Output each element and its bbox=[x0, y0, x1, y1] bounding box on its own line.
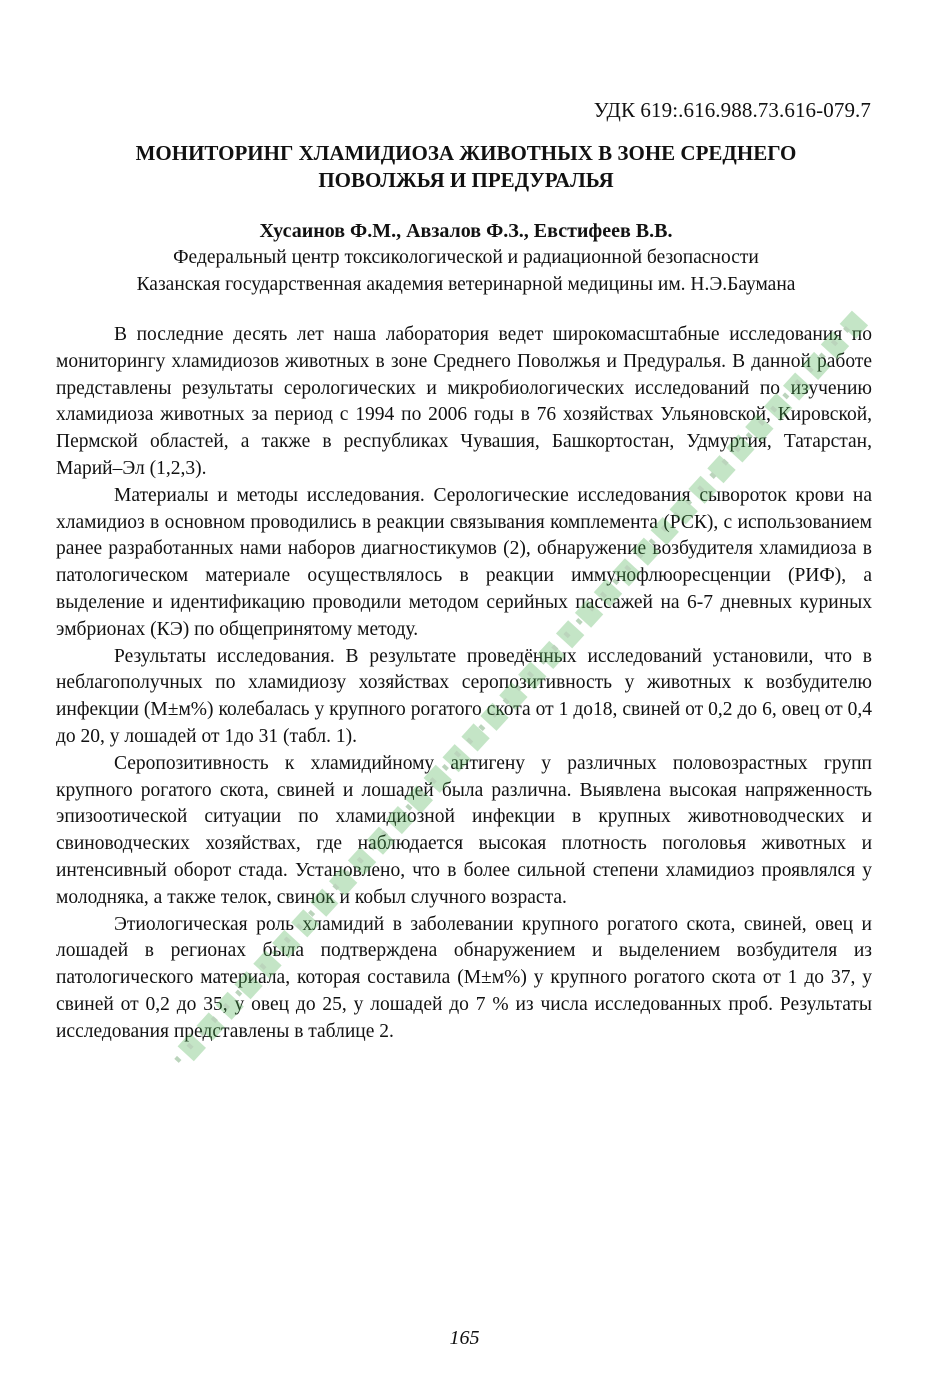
paragraph-seropositivity: Серопозитивность к хламидийному антигену у различных половозрастных групп крупного рогатого скота, свиней и лошадей была различна. Выявлена высокая напряженность эпизоотической ситуации по хламидиозной инфекции в крупных животноводческих и свиноводческих хозяйствах, где наблюдается высокая плотность поголовья животных и интенсивный оборот стада. Установлено, что в более сильной степени хламидиоз проявлялся у молодняка, а также телок, свинок и кобыл случного возраста. bbox=[56, 752, 872, 908]
paragraph-results: Результаты исследования. В результате проведённых исследований установили, что в неблагополучных по хламидиозу хозяйствах серопозитивность у животных к возбудителю инфекции (М±м%) колебалась у крупного рогатого скота от 1 до18, свиней от 0,2 до 6, овец от 0,4 до 20, у лошадей от 1до 31 (табл. 1). bbox=[56, 645, 872, 747]
page-number: 165 bbox=[449, 1327, 480, 1349]
title-line-2: ПОВОЛЖЬЯ И ПРЕДУРАЛЬЯ bbox=[318, 168, 614, 192]
affiliation-2: Казанская государственная академия ветеринарной медицины им. Н.Э.Баумана bbox=[136, 274, 796, 295]
paragraph-methods: Материалы и методы исследования. Серологические исследования сывороток крови на хламидиоз в основном проводились в реакции связывания комплемента (РСК), с использованием ранее разработанных нами наборов диагностикумов (2), обнаружение возбудителя хламидиоза в патологическом материале осуществлялось в реакции иммунофлюоресценции (РИФ), а выделение и идентификацию проводили методом серийных пассажей на 6-7 дневных куриных эмбрионах (КЭ) по общепринятому методу. bbox=[56, 484, 872, 640]
title-line-1: МОНИТОРИНГ ХЛАМИДИОЗА ЖИВОТНЫХ В ЗОНЕ СРЕДНЕГО bbox=[135, 141, 797, 165]
authors: Хусаинов Ф.М., Авзалов Ф.З., Евстифеев В.В. bbox=[259, 220, 673, 242]
paragraph-intro: В последние десять лет наша лаборатория ведет широкомасштабные исследования по мониторингу хламидиозов животных в зоне Среднего Поволжья и Предуралья. В данной работе представлены результаты серологических и микробиологических исследований по изучению хламидиоза животных за период с 1994 по 2006 годы в 76 хозяйствах Ульяновской, Кировской, Пермской областей, а также в республиках Чувашия, Башкортостан, Удмуртия, Татарстан, Марий–Эл (1,2,3). bbox=[56, 324, 872, 479]
article-title bbox=[60, 140, 872, 194]
article-body bbox=[56, 322, 872, 1046]
paragraph-etiology: Этиологическая роль хламидий в заболевании крупного рогатого скота, свиней, овец и лошадей в регионах была подтверждена обнаружением и выделением возбудителя из патологического материала, которая составила (М±м%) у крупного рогатого скота от 1 до 37, у свиней от 0,2 до 35, у овец до 25, у лошадей до 7 % из числа исследованных проб. Результаты исследования представлены в таблице 2. bbox=[56, 913, 872, 1042]
udk-code: УДК 619:.616.988.73.616-079.7 bbox=[593, 98, 871, 122]
affiliation-1: Федеральный центр токсикологической и радиационной безопасности bbox=[173, 247, 759, 268]
